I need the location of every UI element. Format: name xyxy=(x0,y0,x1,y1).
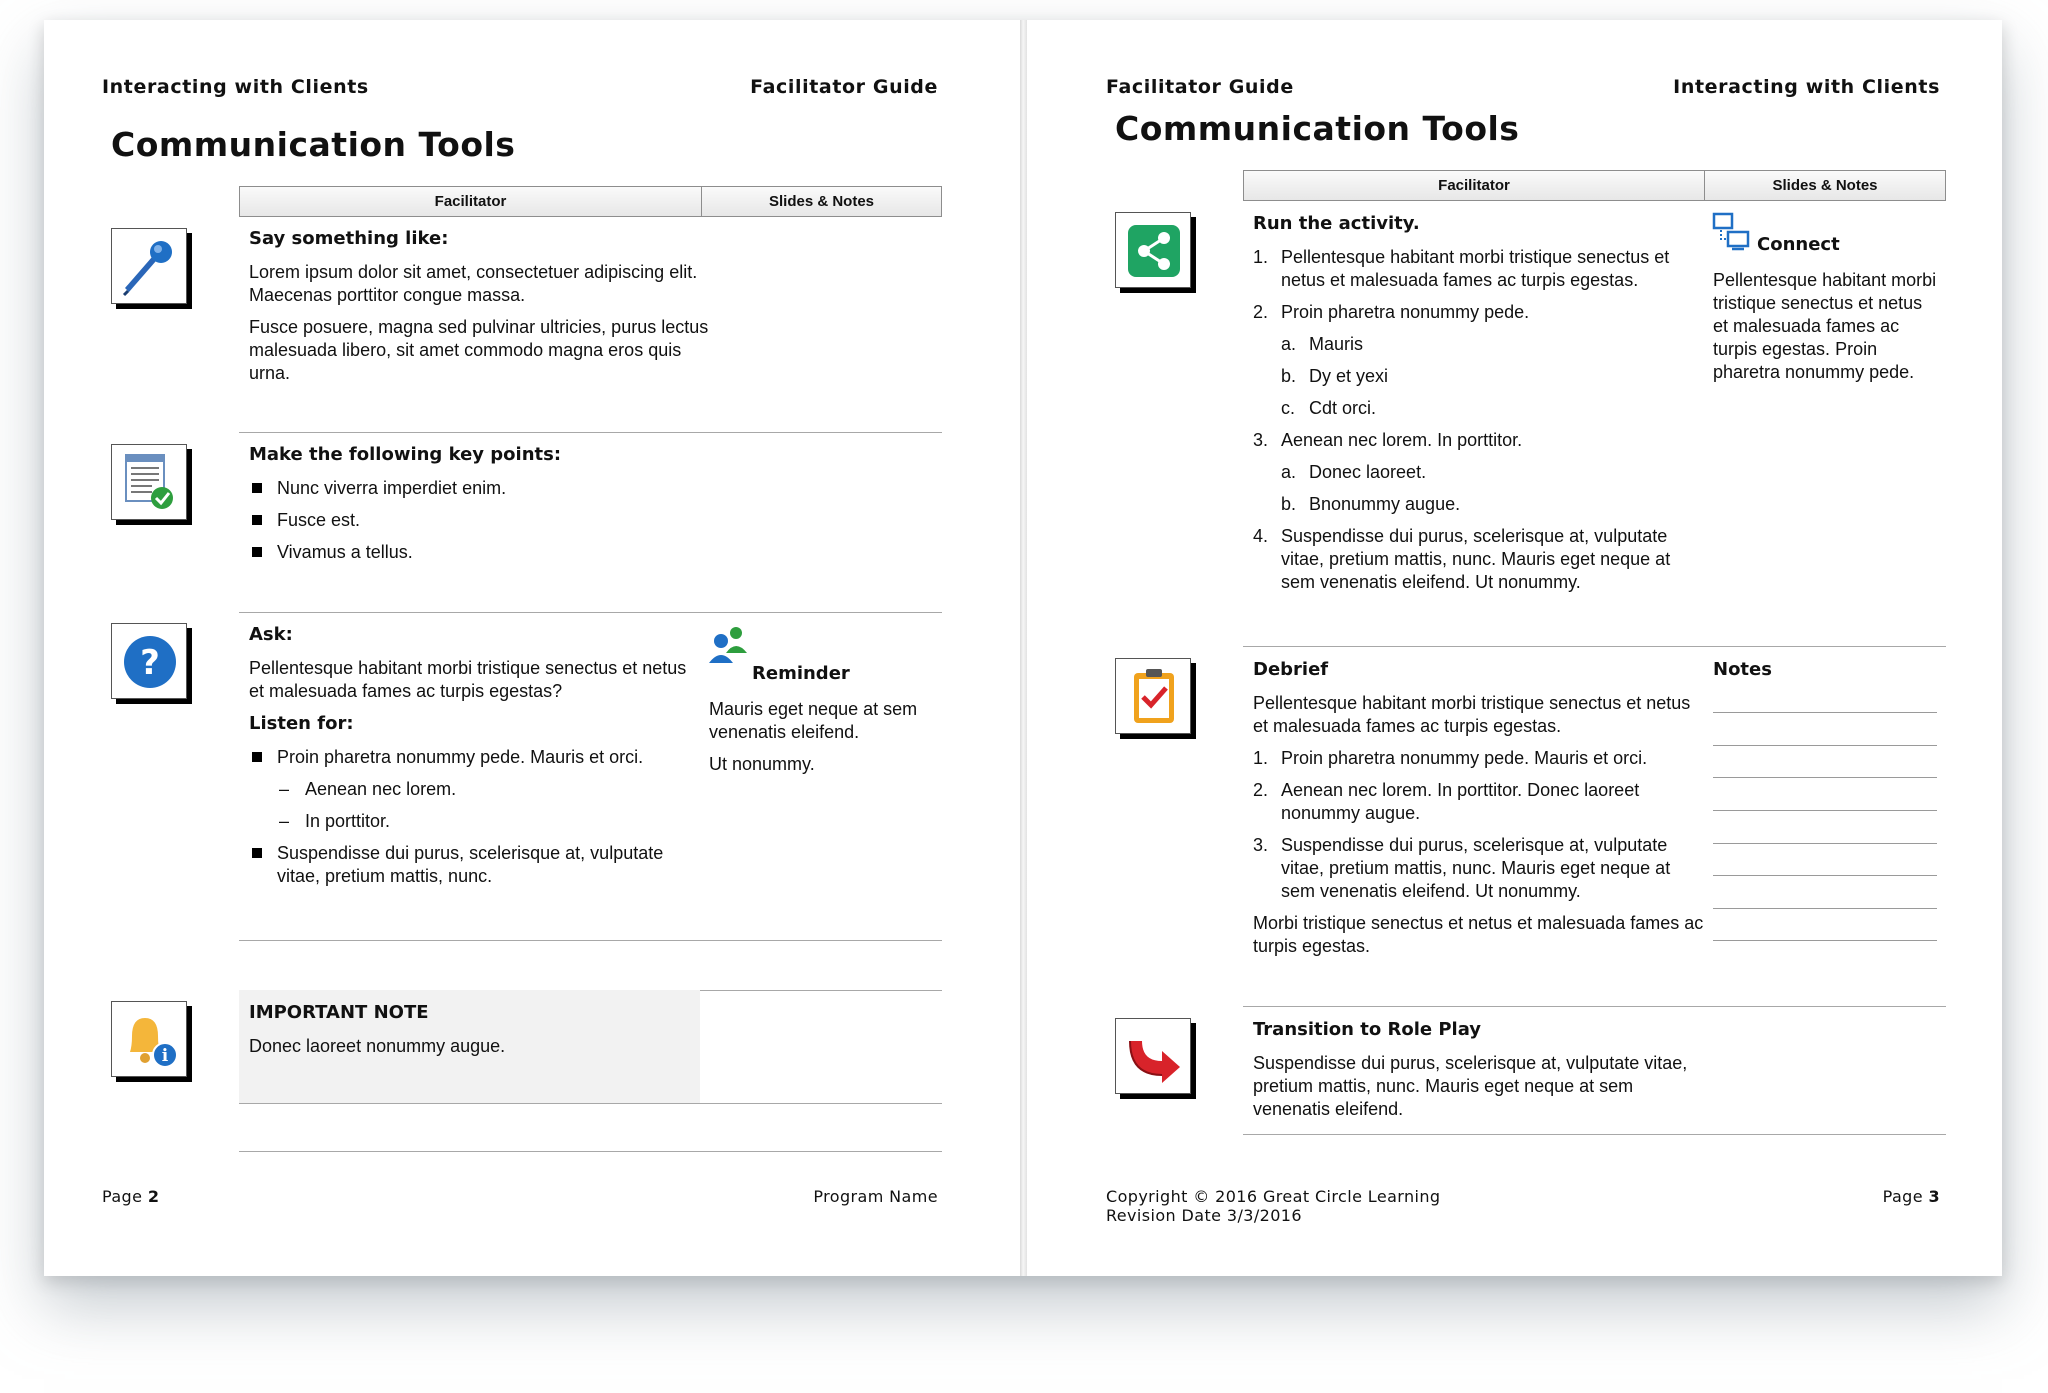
bell-info-icon xyxy=(111,1001,187,1077)
item-text: Mauris xyxy=(1309,334,1364,354)
left-table-header xyxy=(239,186,942,217)
debrief-intro: Pellentesque habitant morbi tristique senectus et netus et malesuada fames ac turpis egestas. xyxy=(1253,693,1691,736)
right-header-title: Interacting with Clients xyxy=(1673,76,1940,98)
item-text: Proin pharetra nonummy pede. xyxy=(1281,302,1530,322)
item-letter: b. xyxy=(1281,366,1297,386)
section-divider xyxy=(239,1103,942,1104)
list-subitem xyxy=(1253,365,1705,388)
svg-text:i: i xyxy=(161,1046,169,1066)
left-page-title: Communication Tools xyxy=(111,125,516,164)
copyright-text: Copyright © 2016 Great Circle Learning xyxy=(1106,1187,1441,1206)
microphone-icon xyxy=(111,228,187,304)
key-points-heading: Make the following key points: xyxy=(249,444,562,465)
item-text: Donec laoreet. xyxy=(1309,462,1427,482)
activity-heading: Run the activity. xyxy=(1253,213,1420,234)
list-item xyxy=(1253,429,1705,452)
list-item: Fusce est. xyxy=(249,509,709,532)
activity-list xyxy=(1253,246,1705,594)
reminder-section xyxy=(752,662,1002,696)
item-text: Dy et yexi xyxy=(1309,366,1389,386)
section-divider xyxy=(239,612,942,613)
notes-line xyxy=(1713,843,1937,844)
say-paragraph: Lorem ipsum dolor sit amet, consectetuer adipiscing elit. Maecenas porttitor congue massa. xyxy=(249,262,698,305)
revision-date: Revision Date 3/3/2016 xyxy=(1106,1206,1302,1225)
list-item: Nunc viverra imperdiet enim. xyxy=(249,477,709,500)
listen-heading: Listen for: xyxy=(249,713,354,734)
important-note-section xyxy=(249,1001,689,1067)
item-text: Cdt orci. xyxy=(1309,398,1377,418)
item-number: 2. xyxy=(1253,302,1269,322)
item-text: Bnonummy augue. xyxy=(1309,494,1461,514)
ask-heading: Ask: xyxy=(249,624,293,645)
right-footer-copyright xyxy=(1106,1187,1440,1225)
list-subitem xyxy=(1253,493,1705,516)
notes-line xyxy=(1713,777,1937,778)
section-divider xyxy=(239,940,942,941)
item-letter: a. xyxy=(1281,334,1297,354)
connect-computers-icon xyxy=(1712,212,1752,252)
transition-text: Suspendisse dui purus, scelerisque at, vulputate vitae, pretium mattis, nunc. Mauris eget neque at sem venenatis eleifend. xyxy=(1253,1053,1688,1119)
left-footer-program: Program Name xyxy=(813,1187,938,1206)
page-number: 3 xyxy=(1928,1187,1940,1206)
item-letter: a. xyxy=(1281,462,1297,482)
reminder-body xyxy=(709,698,959,785)
section-divider xyxy=(239,432,942,433)
transition-heading: Transition to Role Play xyxy=(1253,1019,1482,1040)
say-heading: Say something like: xyxy=(249,228,449,249)
ask-question: Pellentesque habitant morbi tristique senectus et netus et malesuada fames ac turpis egestas? xyxy=(249,658,687,701)
item-number: 2. xyxy=(1253,780,1269,800)
facilitator-column-header: Facilitator xyxy=(434,193,507,210)
question-icon xyxy=(111,623,187,699)
page-label: Page xyxy=(102,1187,148,1206)
activity-section xyxy=(1253,212,1705,603)
say-paragraph: Fusce posuere, magna sed pulvinar ultricies, purus lectus malesuada libero, sit amet commodo magna eros quis urna. xyxy=(249,317,709,383)
left-header-guide: Facilitator Guide xyxy=(750,76,938,98)
notes-line xyxy=(1713,940,1937,941)
important-note-text: Donec laoreet nonummy augue. xyxy=(249,1036,506,1056)
key-points-section xyxy=(249,443,709,573)
facilitator-column-header: Facilitator xyxy=(1438,177,1510,194)
right-header-guide: Facilitator Guide xyxy=(1106,76,1294,98)
section-divider xyxy=(239,1151,942,1152)
item-letter: c. xyxy=(1281,398,1296,418)
section-divider xyxy=(1243,646,1946,647)
connect-title xyxy=(1757,233,1957,267)
debrief-list xyxy=(1253,747,1705,903)
debrief-outro: Morbi tristique senectus et netus et malesuada fames ac turpis egestas. xyxy=(1253,913,1704,956)
reminder-text: Mauris eget neque at sem venenatis eleifend. xyxy=(709,699,918,742)
listen-list xyxy=(249,746,694,888)
connect-heading: Connect xyxy=(1757,234,1840,255)
debrief-section xyxy=(1253,658,1705,967)
transition-section xyxy=(1253,1018,1693,1130)
list-item xyxy=(1253,246,1705,292)
notes-section xyxy=(1713,658,1933,692)
list-item xyxy=(1253,779,1705,825)
important-note-heading: IMPORTANT NOTE xyxy=(249,1002,429,1023)
share-icon xyxy=(1115,212,1191,288)
right-table-header xyxy=(1243,170,1946,201)
notes-line xyxy=(1713,745,1937,746)
list-subitem: – In porttitor. xyxy=(249,810,694,833)
list-item xyxy=(1253,525,1705,594)
list-item: Proin pharetra nonummy pede. Mauris et orci. xyxy=(249,746,694,769)
right-page xyxy=(1027,20,2002,1276)
item-number: 1. xyxy=(1253,748,1269,768)
item-number: 4. xyxy=(1253,526,1269,546)
item-text: Suspendisse dui purus, scelerisque at, vulputate vitae, pretium mattis, nunc. Mauris eget neque at sem venenatis eleifend. Ut nonummy. xyxy=(1281,835,1671,901)
notes-line xyxy=(1713,810,1937,811)
left-page xyxy=(44,20,1020,1276)
slides-notes-column-header: Slides & Notes xyxy=(1704,171,1945,200)
section-divider xyxy=(1243,1134,1946,1135)
item-text: Proin pharetra nonummy pede. Mauris et orci. xyxy=(1281,748,1648,768)
say-section xyxy=(249,227,709,394)
list-subitem xyxy=(1253,333,1705,356)
reminder-text: Ut nonummy. xyxy=(709,754,815,774)
item-text: Aenean nec lorem. In porttitor. xyxy=(1281,430,1523,450)
list-item xyxy=(1253,301,1705,324)
checklist-icon xyxy=(111,444,187,520)
item-number: 3. xyxy=(1253,835,1269,855)
item-number: 1. xyxy=(1253,247,1269,267)
notes-line xyxy=(1713,712,1937,713)
item-letter: b. xyxy=(1281,494,1297,514)
debrief-heading: Debrief xyxy=(1253,659,1329,680)
ask-section xyxy=(249,623,694,897)
list-item xyxy=(1253,834,1705,903)
key-points-list xyxy=(249,477,709,564)
item-text: Suspendisse dui purus, scelerisque at, vulputate vitae, pretium mattis, nunc. Mauris eget neque at sem venenatis eleifend. Ut nonummy. xyxy=(1281,526,1671,592)
page-number: 2 xyxy=(147,1187,160,1206)
curved-arrow-icon xyxy=(1115,1018,1191,1094)
right-footer-page xyxy=(1883,1187,1940,1206)
list-item: Vivamus a tellus. xyxy=(249,541,709,564)
item-number: 3. xyxy=(1253,430,1269,450)
page-gutter xyxy=(1020,20,1027,1276)
notes-heading: Notes xyxy=(1713,659,1772,680)
notes-line xyxy=(1713,875,1937,876)
item-text: Pellentesque habitant morbi tristique senectus et netus et malesuada fames ac turpis egestas. xyxy=(1281,247,1670,290)
reminder-heading: Reminder xyxy=(752,663,850,684)
list-item xyxy=(1253,747,1705,770)
list-subitem: – Aenean nec lorem. xyxy=(249,778,694,801)
item-text: Aenean nec lorem. In porttitor. Donec laoreet nonummy augue. xyxy=(1281,780,1640,823)
left-header-title: Interacting with Clients xyxy=(102,76,369,98)
section-divider xyxy=(1243,1006,1946,1007)
list-item: Suspendisse dui purus, scelerisque at, vulputate vitae, pretium mattis, nunc. xyxy=(249,842,694,888)
list-subitem xyxy=(1253,397,1705,420)
people-icon xyxy=(707,623,751,667)
svg-text:?: ? xyxy=(140,643,160,683)
clipboard-check-icon xyxy=(1115,658,1191,734)
right-page-title: Communication Tools xyxy=(1115,109,1520,148)
list-subitem xyxy=(1253,461,1705,484)
connect-text: Pellentesque habitant morbi tristique senectus et netus et malesuada fames ac turpis egestas. Proin pharetra nonummy pede. xyxy=(1713,270,1937,382)
notes-line xyxy=(1713,908,1937,909)
slides-notes-column-header: Slides & Notes xyxy=(701,187,941,216)
connect-body xyxy=(1713,269,1938,393)
left-footer-page xyxy=(102,1187,159,1206)
page-label: Page xyxy=(1882,1187,1929,1206)
